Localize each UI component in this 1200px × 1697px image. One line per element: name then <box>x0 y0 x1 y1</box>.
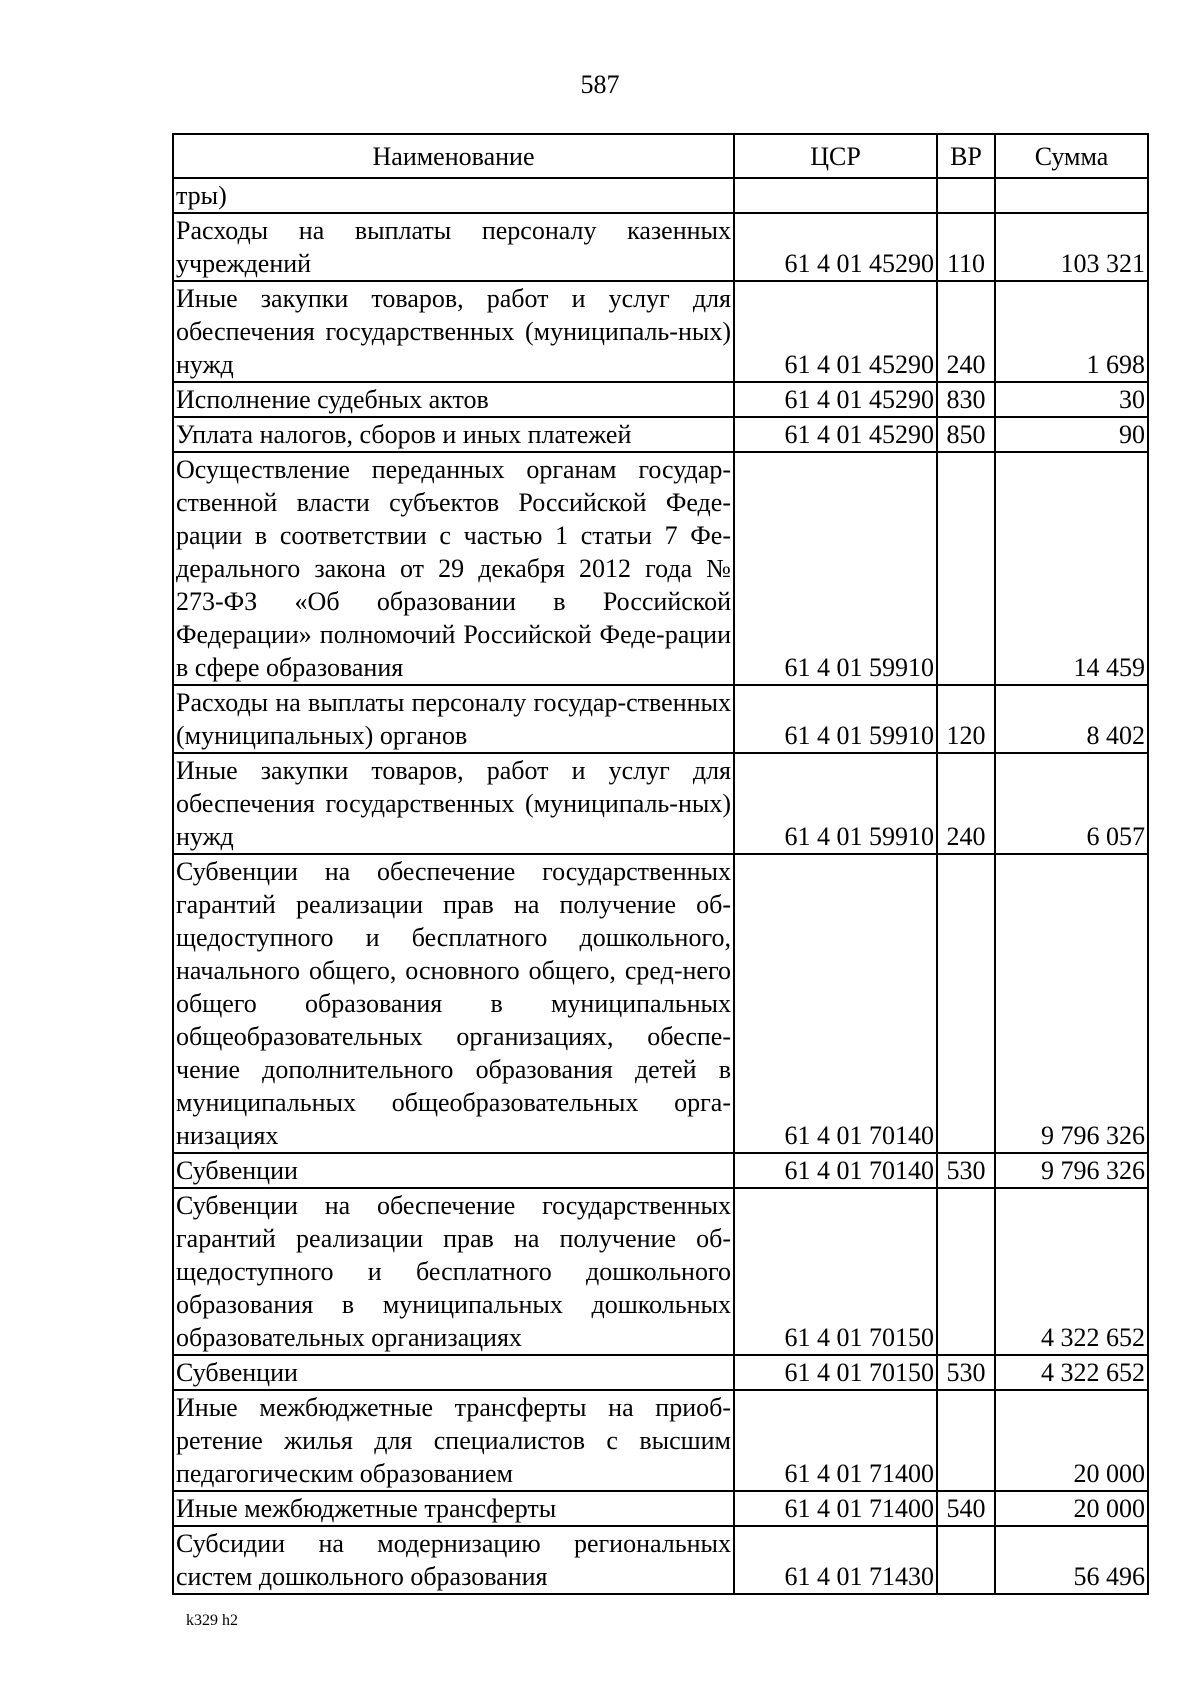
table-row <box>173 685 1148 753</box>
row-vr: 240 <box>937 281 995 382</box>
row-sum: 90 <box>995 417 1148 452</box>
table-row <box>173 854 1148 1153</box>
row-name: Иные межбюджетные трансферты <box>173 1491 734 1526</box>
table-row <box>173 213 1148 281</box>
row-vr: 120 <box>937 685 995 753</box>
row-name: Иные межбюджетные трансферты на приоб-ретение жилья для специалистов с высшим педагогическим образованием <box>173 1390 734 1491</box>
row-csr: 61 4 01 70140 <box>734 854 937 1153</box>
row-name: Субвенции на обеспечение государственных гарантий реализации прав на получение об-щедоступного и бесплатного дошкольного, начального общего, основного общего, сред-него общего образования в муниципальных общеобразовательных организациях, обеспе-чение дополнительного образования детей в муниципальных общеобразовательных орга-низациях <box>173 854 734 1153</box>
table-row <box>173 1491 1148 1526</box>
row-sum: 20 000 <box>995 1491 1148 1526</box>
row-vr: 830 <box>937 382 995 417</box>
row-vr: 530 <box>937 1355 995 1390</box>
row-csr: 61 4 01 70150 <box>734 1355 937 1390</box>
row-vr: 240 <box>937 753 995 854</box>
row-sum <box>995 178 1148 213</box>
row-csr: 61 4 01 71400 <box>734 1390 937 1491</box>
row-csr: 61 4 01 71430 <box>734 1526 937 1594</box>
row-vr: 850 <box>937 417 995 452</box>
row-sum: 14 459 <box>995 452 1148 685</box>
row-sum: 4 322 652 <box>995 1355 1148 1390</box>
row-name: Субвенции <box>173 1153 734 1188</box>
table-row <box>173 452 1148 685</box>
row-vr: 110 <box>937 213 995 281</box>
row-csr <box>734 178 937 213</box>
table-row <box>173 417 1148 452</box>
row-vr <box>937 1188 995 1355</box>
row-vr <box>937 854 995 1153</box>
row-sum: 9 796 326 <box>995 854 1148 1153</box>
row-csr: 61 4 01 59910 <box>734 753 937 854</box>
row-name: Субвенции на обеспечение государственных гарантий реализации прав на получение об-щедоступного и бесплатного дошкольного образования в муниципальных дошкольных образовательных организациях <box>173 1188 734 1355</box>
row-sum: 30 <box>995 382 1148 417</box>
table-row <box>173 1188 1148 1355</box>
header-sum: Сумма <box>995 134 1148 178</box>
row-sum: 6 057 <box>995 753 1148 854</box>
header-vr: ВР <box>937 134 995 178</box>
row-name: Иные закупки товаров, работ и услуг для обеспечения государственных (муниципаль-ных) нужд <box>173 753 734 854</box>
table-row <box>173 1355 1148 1390</box>
page-number: 587 <box>580 70 620 99</box>
row-sum: 103 321 <box>995 213 1148 281</box>
row-sum: 20 000 <box>995 1390 1148 1491</box>
row-name: Осуществление переданных органам государ-ственной власти субъектов Российской Феде-рации в соответствии с частью 1 статьи 7 Фе-дерального закона от 29 декабря 2012 года № 273-ФЗ «Об образовании в Российской Федерации» полномочий Российской Феде-рации в сфере образования <box>173 452 734 685</box>
row-csr: 61 4 01 45290 <box>734 213 937 281</box>
row-vr: 540 <box>937 1491 995 1526</box>
row-sum: 4 322 652 <box>995 1188 1148 1355</box>
row-vr <box>937 1526 995 1594</box>
table-header-row <box>173 134 1148 178</box>
table-row <box>173 753 1148 854</box>
row-csr: 61 4 01 45290 <box>734 382 937 417</box>
table-row <box>173 1153 1148 1188</box>
row-csr: 61 4 01 70140 <box>734 1153 937 1188</box>
row-vr: 530 <box>937 1153 995 1188</box>
row-name: Расходы на выплаты персоналу государ-ственных (муниципальных) органов <box>173 685 734 753</box>
row-sum: 8 402 <box>995 685 1148 753</box>
row-csr: 61 4 01 45290 <box>734 281 937 382</box>
row-vr <box>937 452 995 685</box>
header-name: Наименование <box>173 134 734 178</box>
row-csr: 61 4 01 59910 <box>734 685 937 753</box>
row-vr <box>937 178 995 213</box>
row-name: Уплата налогов, сборов и иных платежей <box>173 417 734 452</box>
row-vr <box>937 1390 995 1491</box>
row-sum: 9 796 326 <box>995 1153 1148 1188</box>
row-name: тры) <box>173 178 734 213</box>
row-csr: 61 4 01 71400 <box>734 1491 937 1526</box>
table-row <box>173 382 1148 417</box>
row-name: Субвенции <box>173 1355 734 1390</box>
table-row <box>173 1390 1148 1491</box>
header-csr: ЦСР <box>734 134 937 178</box>
row-name: Расходы на выплаты персоналу казенных учреждений <box>173 213 734 281</box>
table-row <box>173 178 1148 213</box>
table-row <box>173 281 1148 382</box>
table-row <box>173 1526 1148 1594</box>
budget-table <box>172 133 1149 1595</box>
row-sum: 1 698 <box>995 281 1148 382</box>
row-csr: 61 4 01 59910 <box>734 452 937 685</box>
row-name: Исполнение судебных актов <box>173 382 734 417</box>
row-csr: 61 4 01 70150 <box>734 1188 937 1355</box>
row-name: Субсидии на модернизацию региональных систем дошкольного образования <box>173 1526 734 1594</box>
row-name: Иные закупки товаров, работ и услуг для обеспечения государственных (муниципаль-ных) нужд <box>173 281 734 382</box>
footer-code: k329 h2 <box>186 1612 238 1629</box>
row-sum: 56 496 <box>995 1526 1148 1594</box>
row-csr: 61 4 01 45290 <box>734 417 937 452</box>
